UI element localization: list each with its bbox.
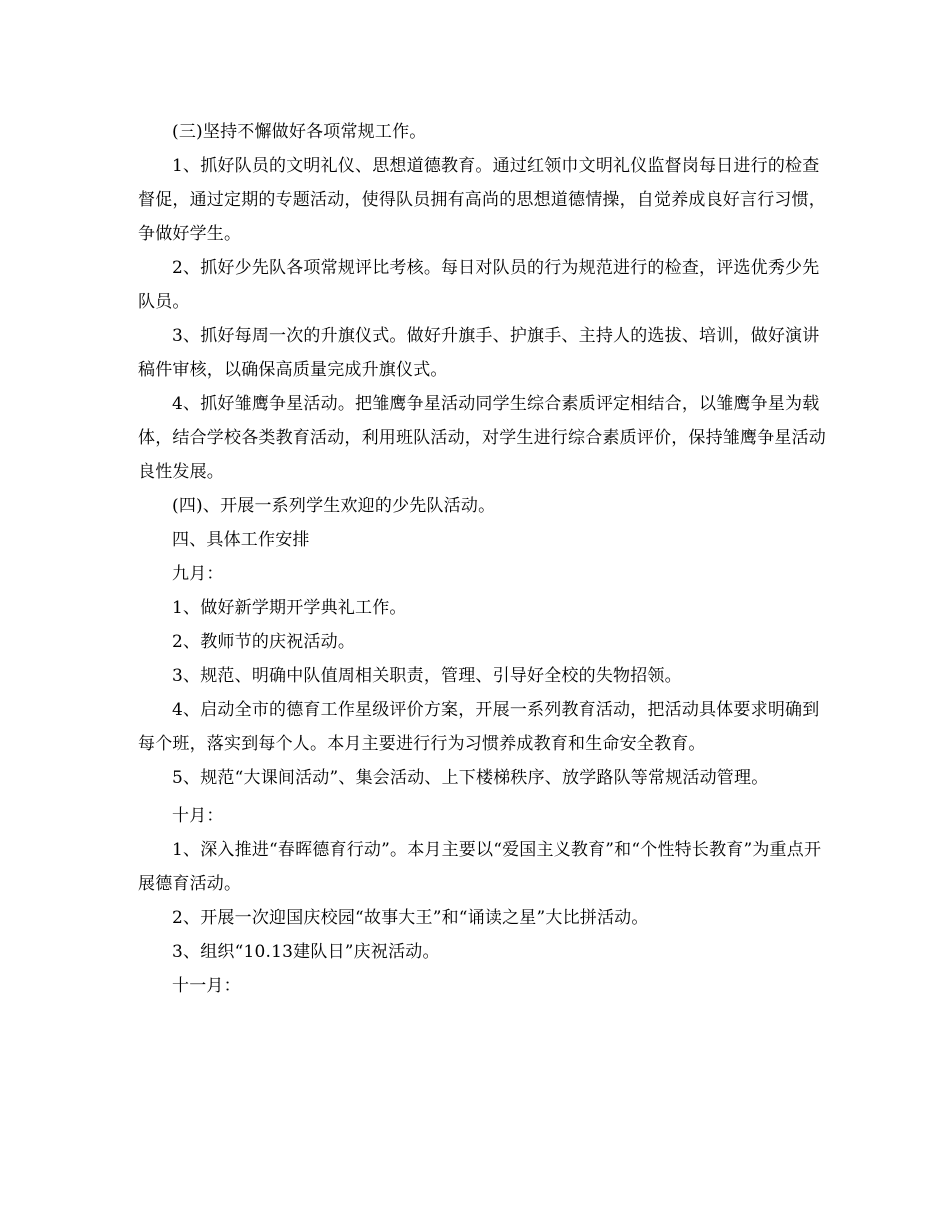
month-heading-september: 九月： xyxy=(172,564,224,584)
paragraph-etiquette-education: 1、抓好队员的文明礼仪、思想道德教育。通过红领巾文明礼仪监督岗每日进行的检查督促，通过定期的专题活动，使得队员拥有高尚的思想道德情操，自觉养成良好言行习惯，争做好学生。 xyxy=(138,156,826,244)
paragraph-evaluation: 2、抓好少先队各项常规评比考核。每日对队员的行为规范进行的检查，评选优秀少先队员。 xyxy=(138,258,820,312)
list-item: 2、教师节的庆祝活动。 xyxy=(172,632,356,652)
list-item: 2、开展一次迎国庆校园“故事大王”和“诵读之星”大比拼活动。 xyxy=(172,908,649,928)
month-heading-november: 十一月： xyxy=(172,976,241,996)
list-item: 3、规范、明确中队值周相关职责，管理、引导好全校的失物招领。 xyxy=(172,666,682,686)
paragraph-flag-ceremony: 3、抓好每周一次的升旗仪式。做好升旗手、护旗手、主持人的选拔、培训，做好演讲稿件审核，以确保高质量完成升旗仪式。 xyxy=(138,326,820,380)
paragraph-eaglet-star: 4、抓好雏鹰争星活动。把雏鹰争星活动同学生综合素质评定相结合，以雏鹰争星为载体，结合学校各类教育活动，利用班队活动，对学生进行综合素质评价，保持雏鹰争星活动良性发展。 xyxy=(138,394,826,482)
month-heading-october: 十月： xyxy=(172,806,224,826)
list-item: 3、组织“10.13建队日”庆祝活动。 xyxy=(172,942,440,962)
section-heading-routine-work: (三)坚持不懈做好各项常规工作。 xyxy=(172,122,427,142)
section-heading-activities: (四)、开展一系列学生欢迎的少先队活动。 xyxy=(172,496,496,516)
document-body xyxy=(138,115,828,1003)
list-item: 4、启动全市的德育工作星级评价方案，开展一系列教育活动，把活动具体要求明确到每个班，落实到每个人。本月主要进行行为习惯养成教育和生命安全教育。 xyxy=(138,700,820,754)
list-item: 1、深入推进“春晖德育行动”。本月主要以“爱国主义教育”和“个性特长教育”为重点开展德育活动。 xyxy=(138,840,822,894)
list-item: 5、规范“大课间活动”、集会活动、上下楼梯秩序、放学路队等常规活动管理。 xyxy=(172,768,769,788)
section-heading-schedule: 四、具体工作安排 xyxy=(172,530,310,550)
list-item: 1、做好新学期开学典礼工作。 xyxy=(172,598,407,618)
